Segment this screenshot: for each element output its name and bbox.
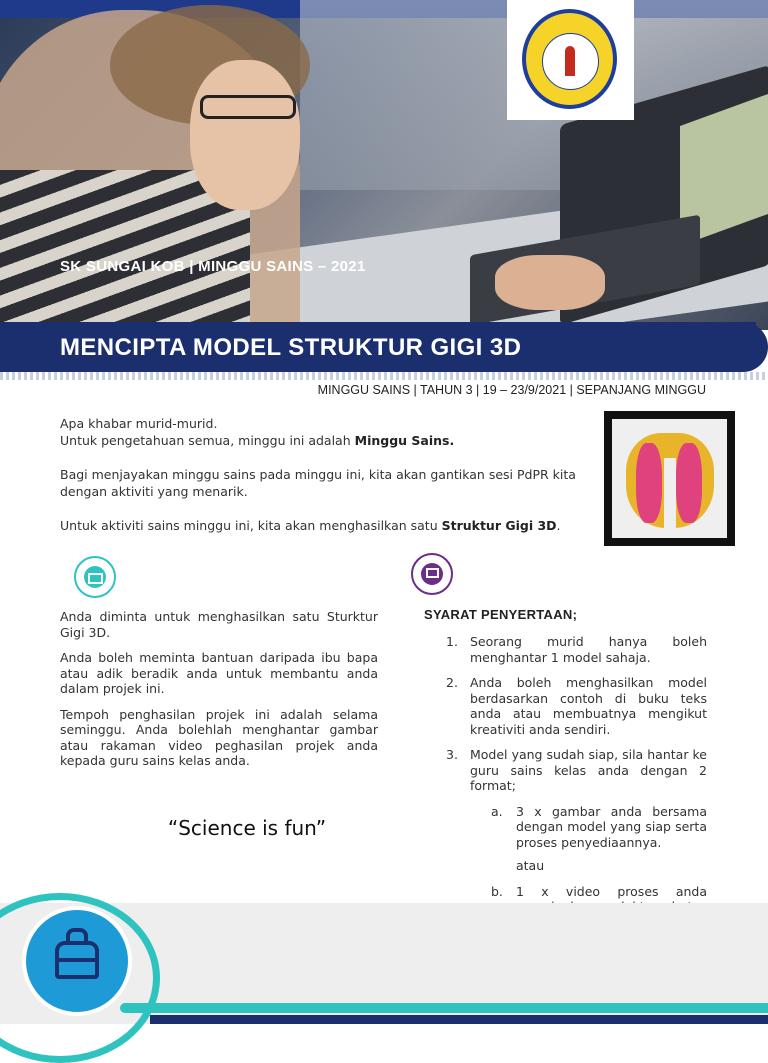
intro-line2: Untuk pengetahuan semua, minggu ini adalah — [60, 433, 355, 448]
intro-para3-bold: Struktur Gigi 3D — [441, 518, 557, 533]
subitem-text: 3 x gambar anda bersama dengan model yang siap serta proses penyediaannya. — [516, 803, 707, 850]
backpack-icon — [22, 906, 132, 1016]
tooth-model — [626, 433, 714, 528]
requirement-item — [424, 675, 707, 737]
tooth-pulp-left — [636, 443, 662, 523]
intro-line1: Apa khabar murid-murid. — [60, 416, 218, 431]
hero-student-face — [190, 60, 300, 210]
easel-icon-glyph — [426, 568, 439, 578]
photo-background — [612, 419, 727, 538]
requirement-number: 1. — [446, 634, 458, 649]
requirement-number: 2. — [446, 675, 458, 690]
hero-hand — [495, 255, 605, 310]
page-title: MENCIPTA MODEL STRUKTUR GIGI 3D — [60, 334, 522, 361]
title-divider — [0, 372, 768, 380]
easel-icon — [411, 553, 453, 595]
requirement-text: Anda boleh menghasilkan model berdasarkan contoh di buku teks anda atau membuatnya mengikut kreativiti anda sendiri. — [470, 675, 707, 737]
footer-navy-line — [150, 1015, 768, 1024]
backpack-strap — [55, 958, 99, 962]
intro-line2-bold: Minggu Sains. — [354, 433, 455, 448]
logo-pen-icon — [565, 46, 575, 76]
requirements-heading: SYARAT PENYERTAAN; — [424, 607, 578, 622]
book-icon-glyph — [88, 573, 103, 584]
requirement-item — [424, 634, 707, 665]
hero-glasses — [200, 95, 296, 119]
intro-greeting — [60, 415, 590, 449]
requirement-number: 3. — [446, 747, 458, 762]
instruction-para3: Tempoh penghasilan projek ini adalah selama seminggu. Anda bolehlah menghantar gambar atau rakaman video peghasilan projek anda kepada guru sains kelas anda. — [60, 706, 378, 768]
subitem-letter: a. — [491, 803, 503, 819]
intro-para3 — [60, 517, 590, 534]
intro-para3-end: . — [556, 518, 561, 533]
school-logo — [507, 0, 634, 120]
tooth-pulp-right — [676, 443, 702, 523]
intro-section — [60, 415, 590, 551]
instruction-para2: Anda boleh meminta bantuan daripada ibu bapa atau adik beradik anda untuk membantu anda dalam projek ini. — [60, 650, 378, 696]
logo-ring — [522, 9, 617, 109]
or-text: atau — [516, 858, 545, 873]
logo-inner-circle — [542, 33, 599, 90]
intro-para3-text: Untuk aktiviti sains minggu ini, kita akan menghasilkan satu — [60, 518, 442, 533]
event-meta: MINGGU SAINS | TAHUN 3 | 19 – 23/9/2021 | SEPANJANG MINGGU — [317, 383, 706, 397]
footer-teal-line — [120, 1003, 768, 1013]
requirement-text: Seorang murid hanya boleh menghantar 1 model sahaja. — [470, 634, 707, 665]
book-icon — [74, 556, 116, 598]
subitem-text: 1 x video proses anda — [516, 883, 707, 899]
subitem-letter: b. — [491, 883, 503, 899]
requirement-item — [424, 747, 707, 915]
science-quote: “Science is fun” — [167, 816, 327, 840]
tooth-gap — [664, 458, 676, 528]
intro-para2: Bagi menjayakan minggu sains pada minggu ini, kita akan gantikan sesi PdPR kita dengan aktiviti yang menarik. — [60, 467, 576, 499]
hero-image — [0, 0, 768, 330]
requirement-text: Model yang sudah siap, sila hantar ke guru sains kelas anda dengan 2 format; — [470, 747, 707, 793]
tooth-model-photo — [604, 411, 735, 546]
instruction-para1: Anda diminta untuk menghasilkan satu Sturktur Gigi 3D. — [60, 609, 378, 640]
hero-subtitle: SK SUNGAI KOB | MINGGU SAINS – 2021 — [60, 258, 366, 275]
instructions-column — [60, 609, 378, 779]
requirement-subitem — [470, 804, 707, 851]
